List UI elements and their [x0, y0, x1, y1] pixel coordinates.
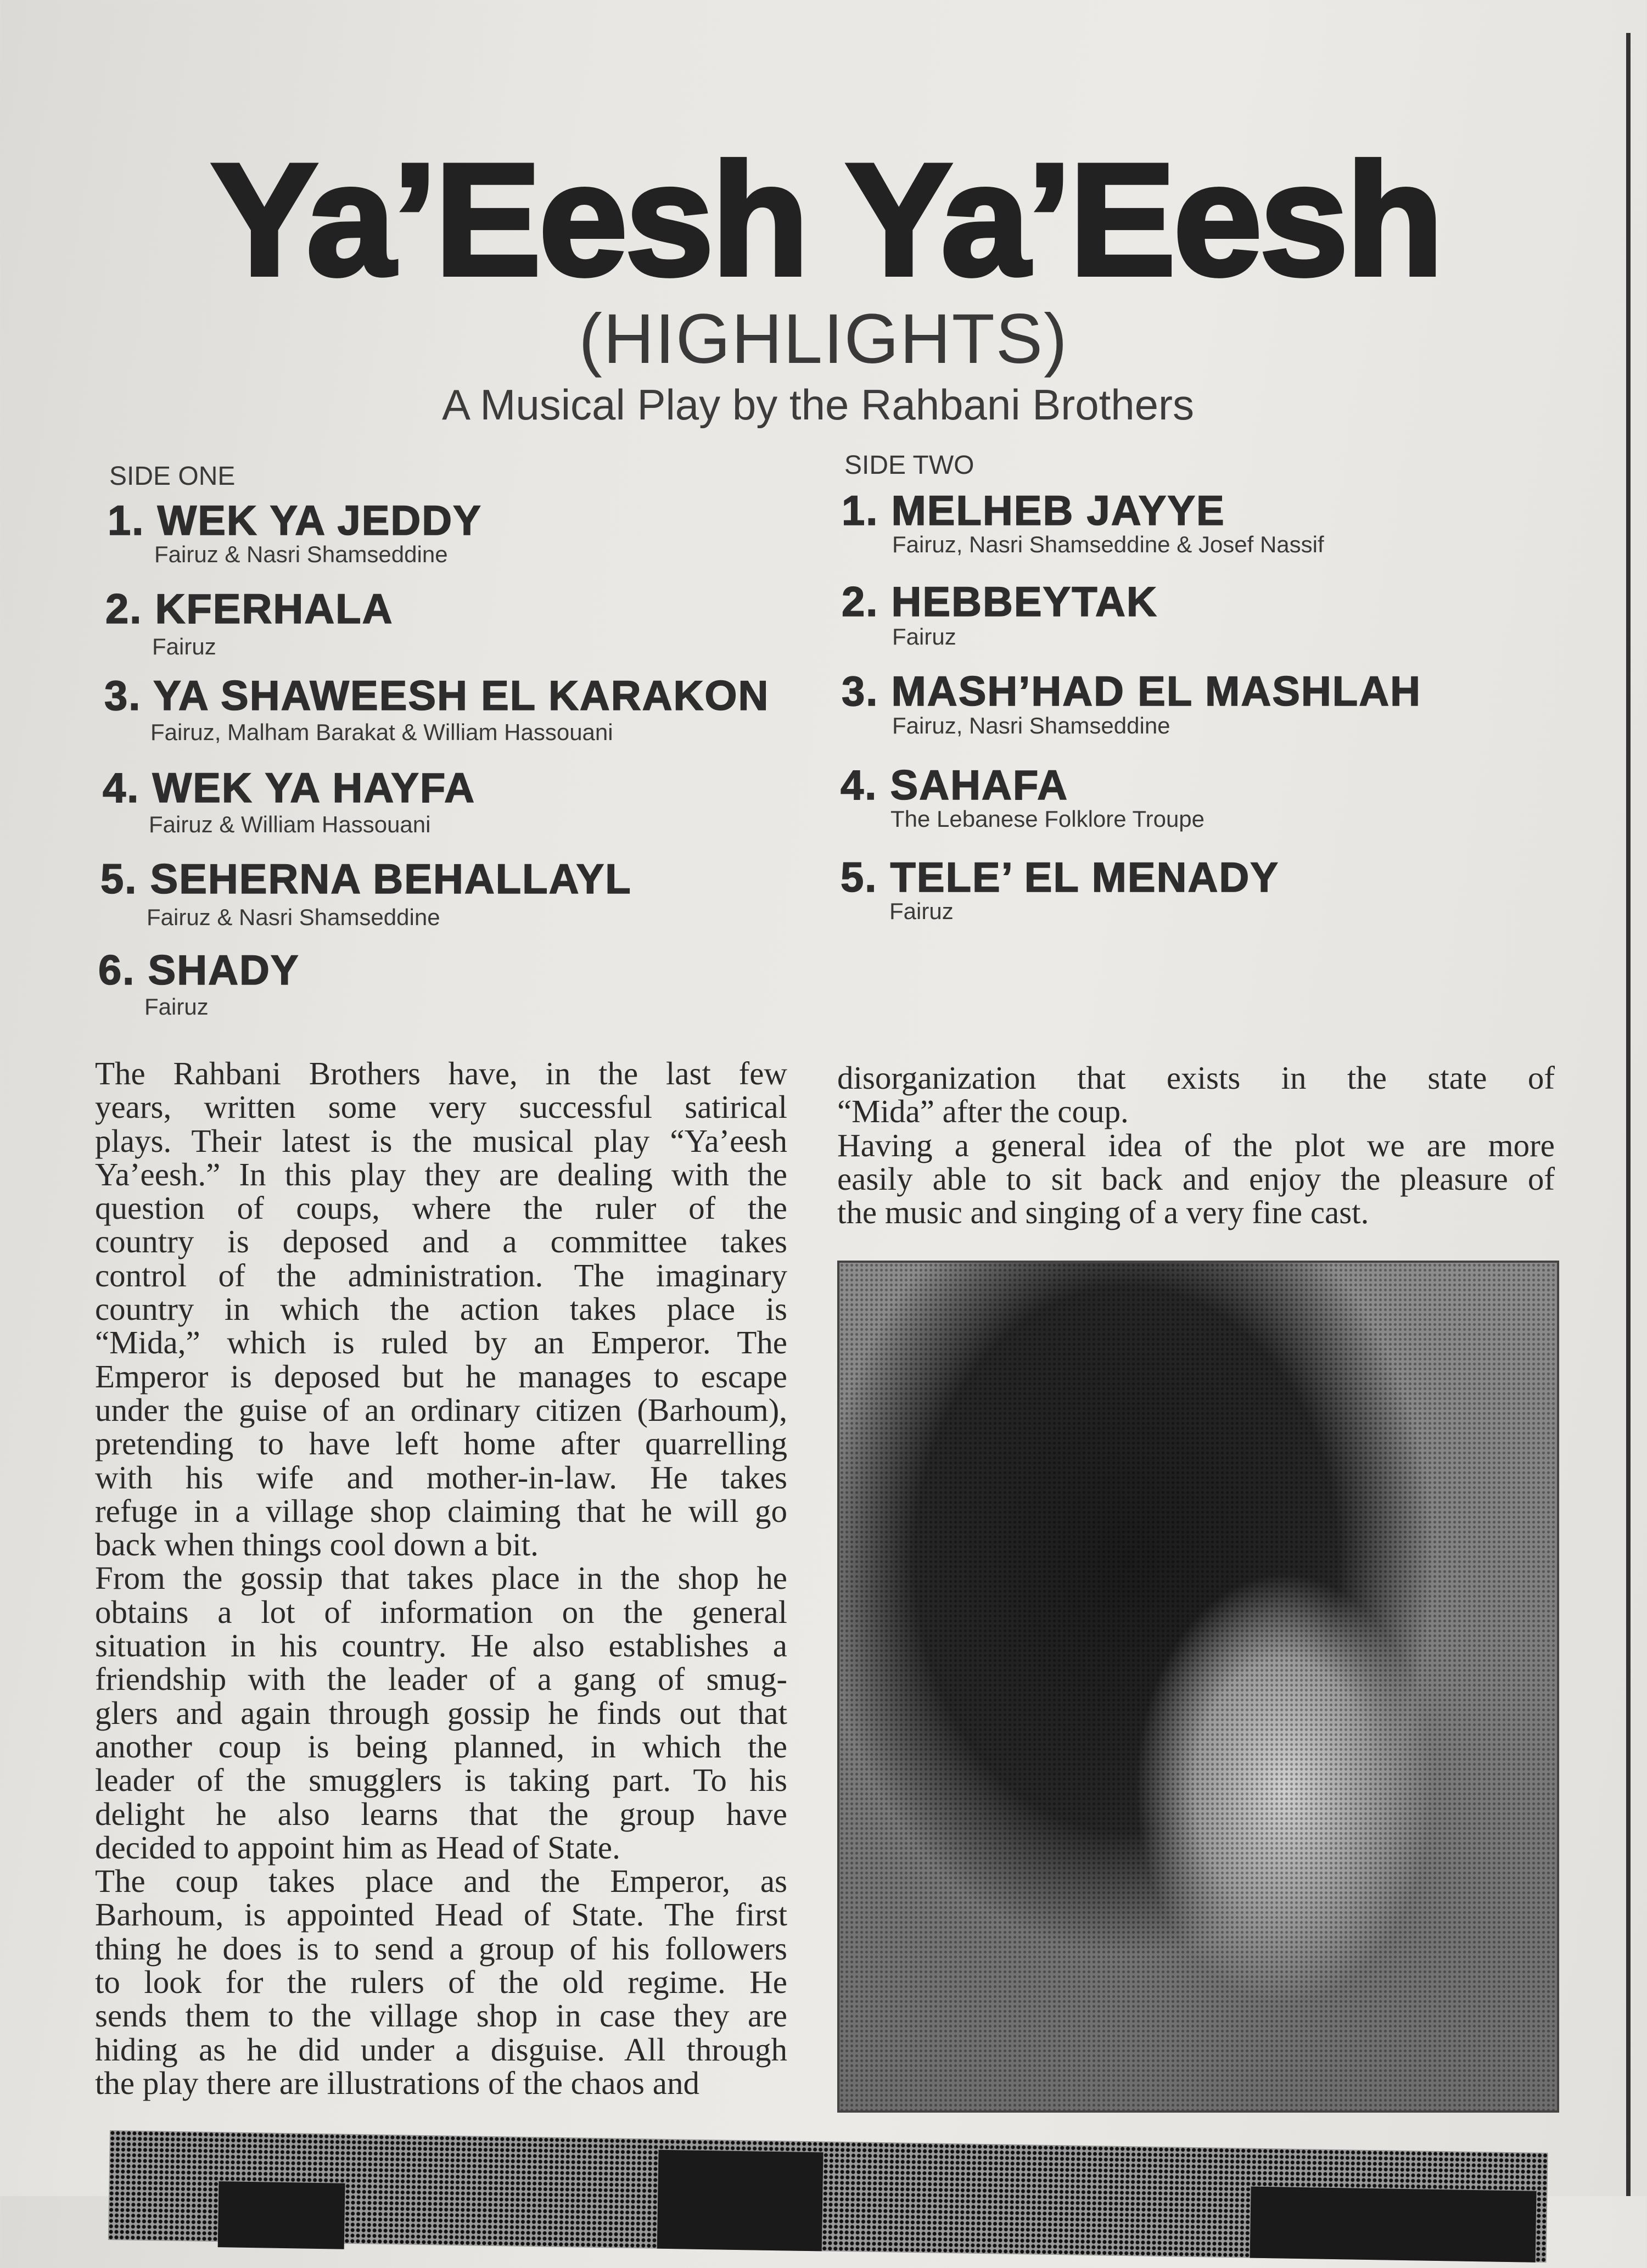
text-line: thing he does is to send a group of his followers	[95, 1930, 787, 1967]
text-line: Ya’eesh.” In this play they are dealing with the	[95, 1156, 787, 1192]
track-credit: Fairuz	[152, 634, 216, 659]
track-title: 3. YA SHAWEESH EL KARAKON	[104, 673, 770, 719]
track-title: 4. SAHAFA	[841, 762, 1068, 809]
text-line: under the guise of an ordinary citizen (Barhoum),	[95, 1391, 787, 1428]
track-credit: Fairuz & Nasri Shamseddine	[147, 904, 440, 930]
text-line: delight he also learns that the group have	[95, 1795, 787, 1832]
track-title: 5. TELE’ EL MENADY	[841, 854, 1279, 901]
text-line: country in which the action takes place is	[95, 1291, 787, 1328]
album-title: Ya’Eesh Ya’Eesh	[211, 131, 1442, 309]
text-line: pretending to have left home after quarrelling	[95, 1425, 787, 1462]
text-line: From the gossip that takes place in the shop he	[95, 1560, 787, 1597]
text-line: The Rahbani Brothers have, in the last few	[95, 1055, 787, 1091]
text-line: decided to appoint him as Head of State.	[95, 1829, 620, 1866]
text-line: friendship with the leader of a gang of smug-	[95, 1661, 787, 1698]
text-line: country is deposed and a committee takes	[95, 1223, 787, 1260]
highlights-label: (HIGHLIGHTS)	[579, 300, 1068, 378]
track-credit: The Lebanese Folklore Troupe	[890, 806, 1205, 832]
text-line: control of the administration. The imaginary	[95, 1257, 787, 1293]
text-line: obtains a lot of information on the general	[95, 1593, 787, 1630]
track-credit: Fairuz, Malham Barakat & William Hassouani	[150, 719, 613, 745]
track-title: 3. MASH’HAD EL MASHLAH	[842, 668, 1421, 715]
text-line: to look for the rulers of the old regime. He	[95, 1964, 787, 2001]
text-line: the music and singing of a very fine cast.	[837, 1194, 1369, 1231]
text-line: easily able to sit back and enjoy the pleasure of	[837, 1160, 1555, 1197]
track-title: 6. SHADY	[98, 947, 300, 994]
text-line: Having a general idea of the plot we are more	[837, 1127, 1555, 1163]
text-line: sends them to the village shop in case they are	[95, 1997, 787, 2034]
text-line: “Mida,” which is ruled by an Emperor. The	[95, 1324, 787, 1361]
side-two-label: SIDE TWO	[844, 451, 974, 480]
text-line: Barhoum, is appointed Head of State. The first	[95, 1896, 787, 1933]
text-line: The coup takes place and the Emperor, as	[95, 1863, 787, 1900]
track-title: 1. WEK YA JEDDY	[108, 497, 482, 544]
track-title: 1. MELHEB JAYYE	[842, 488, 1225, 534]
track-credit: Fairuz, Nasri Shamseddine & Josef Nassif	[892, 531, 1324, 557]
text-line: years, written some very successful satirical	[95, 1089, 787, 1125]
subtitle: A Musical Play by the Rahbani Brothers	[441, 380, 1195, 429]
track-credit: Fairuz & William Hassouani	[149, 811, 431, 837]
track-credit: Fairuz	[144, 994, 209, 1020]
text-line: glers and again through gossip he finds out that	[95, 1694, 787, 1731]
track-credit: Fairuz, Nasri Shamseddine	[892, 713, 1170, 738]
text-line: back when things cool down a bit.	[95, 1526, 539, 1563]
text-line: another coup is being planned, in which the	[95, 1728, 787, 1765]
text-line: question of coups, where the ruler of the	[95, 1190, 787, 1227]
text-line: the play there are illustrations of the chaos and	[95, 2064, 699, 2101]
track-credit: Fairuz	[889, 898, 954, 924]
text-line: Emperor is deposed but he manages to escape	[95, 1358, 787, 1395]
text-line: refuge in a village shop claiming that he will go	[95, 1492, 787, 1529]
text-line: disorganization that exists in the state of	[837, 1060, 1555, 1096]
track-credit: Fairuz	[892, 624, 956, 649]
text-line: hiding as he did under a disguise. All through	[95, 2031, 787, 2068]
track-title: 5. SEHERNA BEHALLAYL	[100, 856, 632, 903]
text-line: leader of the smugglers is taking part. To his	[95, 1762, 787, 1799]
track-credit: Fairuz & Nasri Shamseddine	[154, 541, 448, 567]
liner-notes-right	[837, 1061, 1555, 1229]
track-title: 2. HEBBEYTAK	[842, 579, 1158, 625]
liner-notes-left	[95, 1057, 787, 2100]
side-one-label: SIDE ONE	[109, 462, 236, 491]
portrait-photo	[837, 1261, 1559, 2113]
text-line: plays. Their latest is the musical play “Ya’eesh	[95, 1122, 787, 1159]
bottom-halftone-image	[108, 2130, 1548, 2263]
track-title: 2. KFERHALA	[105, 586, 394, 632]
track-title: 4. WEK YA HAYFA	[103, 765, 476, 811]
text-line: “Mida” after the coup.	[837, 1093, 1129, 1130]
text-line: with his wife and mother-in-law. He takes	[95, 1459, 787, 1496]
text-line: situation in his country. He also establishes a	[95, 1627, 787, 1664]
